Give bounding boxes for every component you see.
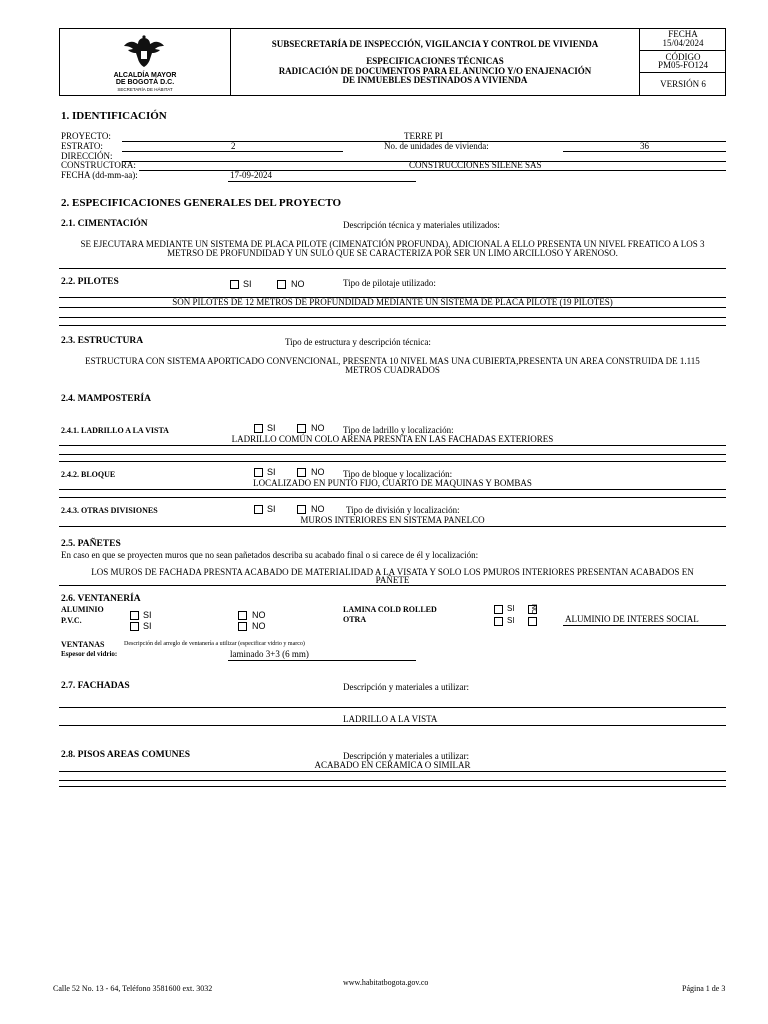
fachadas-desc-label: Descripción y materiales a utilizar: [343, 682, 469, 692]
otras-si-label: SI [267, 504, 276, 514]
footer-page: Página 1 de 3 [682, 984, 726, 993]
ladrillo-value[interactable]: LADRILLO COMÚN COLO ARENA PRESNTA EN LAS FACHADAS EXTERIORES [231, 434, 554, 444]
unidades-label: No. de unidades de vivienda: [384, 141, 489, 151]
bloque-title: 2.4.2. BLOQUE [61, 470, 116, 479]
section-2-title: 2. ESPECIFICACIONES GENERALES DEL PROYECTO [61, 197, 342, 209]
aluminio-label: ALUMINIO [61, 605, 104, 614]
pilotes-value[interactable]: SON PILOTES DE 12 METROS DE PROFUNDIDAD MEDIANTE UN SISTEMA DE PLACA PILOTE (19 PILOTES) [172, 297, 613, 307]
otras-no-checkbox[interactable] [297, 505, 306, 514]
ladrillo-no-label: NO [311, 423, 325, 433]
cimentacion-desc-label: Descripción técnica y materiales utilizados: [343, 220, 500, 230]
pvc-si-label: SI [143, 621, 152, 631]
logo-cell [60, 29, 231, 95]
estructura-line-2[interactable]: METROS CUADRADOS [345, 365, 440, 375]
estructura-desc-label: Tipo de estructura y descripción técnica: [285, 337, 431, 347]
proyecto-value[interactable]: TERRE PI [404, 131, 443, 141]
estructura-title: 2.3. ESTRUCTURA [61, 336, 144, 346]
pvc-label: P.V.C. [61, 616, 82, 625]
pilotes-no-label: NO [291, 279, 305, 289]
cimentacion-line-1[interactable]: SE EJECUTARA MEDIANTE UN SISTEMA DE PLACA PILOTE (CIMENATCIÓN PROFUNDA), ADICIONAL A ELLO PRESENTA UN NIVEL FREATICO A LOS 3 [80, 239, 705, 249]
bogota-coat-of-arms-icon [121, 35, 167, 69]
ventanas-desc: Descripción del arreglo de ventanería a utilizar (especificar vidrio y marco) [124, 641, 305, 647]
fachadas-title: 2.7. FACHADAS [61, 681, 130, 691]
fachadas-value[interactable]: LADRILLO A LA VISTA [343, 714, 438, 724]
panetes-title: 2.5. PAÑETES [61, 539, 121, 549]
otras-value[interactable]: MUROS INTERIORES EN SISTEMA PANELCO [300, 515, 485, 525]
pilotes-si-checkbox[interactable] [230, 280, 239, 289]
estrato-value[interactable]: 2 [231, 141, 236, 151]
mamposteria-title: 2.4. MAMPOSTERÍA [61, 394, 151, 404]
estrato-label: ESTRATO: [61, 141, 103, 151]
pisos-title: 2.8. PISOS AREAS COMUNES [61, 750, 191, 760]
header-meta-cell [639, 29, 726, 95]
pilotes-desc-label: Tipo de pilotaje utilizado: [343, 278, 436, 288]
logo-line-1: ALCALDÍA MAYOR [113, 72, 177, 79]
codigo-label: CÓDIGO [665, 52, 701, 62]
footer-address: Calle 52 No. 13 - 64, Teléfono 3581600 ext. 3032 [53, 984, 213, 993]
lamina-si-checkbox[interactable] [494, 605, 503, 614]
otra-no-checkbox[interactable] [528, 617, 537, 626]
ladrillo-desc-label: Tipo de ladrillo y localización: [343, 425, 454, 435]
otra-value[interactable]: ALUMINIO DE INTERES SOCIAL [565, 614, 699, 624]
header-title-3: RADICACIÓN DE DOCUMENTOS PARA EL ANUNCIO Y/O ENAJENACIÓN [278, 66, 592, 76]
ventanas-label: VENTANAS [61, 640, 105, 649]
estructura-line-1[interactable]: ESTRUCTURA CON SISTEMA APORTICADO CONVENCIONAL, PRESENTA 10 NIVEL MAS UNA CUBIERTA,PRESENTA UN AREA CONSTRUIDA DE 1.115 [85, 356, 700, 366]
header-title-4: DE INMUEBLES DESTINADOS A VIVIENDA [342, 75, 528, 85]
bloque-value[interactable]: LOCALIZADO EN PUNTO FIJO, CUARTO DE MAQUINAS Y BOMBAS [253, 478, 532, 488]
ladrillo-si-label: SI [267, 423, 276, 433]
pilotes-title: 2.2. PILOTES [61, 277, 119, 287]
otras-divisiones-title: 2.4.3. OTRAS DIVISIONES [61, 506, 158, 515]
ventaneria-title: 2.6. VENTANERÍA [61, 594, 141, 604]
cimentacion-line-2[interactable]: METRSO DE PROFUNDIDAD Y UN SULO QUE SE CARACTERIZA POR SER UN LIMO ARCILLOSO Y ARENOSO. [167, 248, 618, 258]
header-title-1: SUBSECRETARÍA DE INSPECCIÓN, VIGILANCIA Y CONTROL DE VIVIENDA [271, 39, 599, 49]
section-1-title: 1. IDENTIFICACIÓN [61, 110, 167, 122]
otra-si-label: SI [507, 616, 515, 625]
ladrillo-title: 2.4.1. LADRILLO A LA VISTA [61, 426, 169, 435]
aluminio-no-checkbox[interactable] [238, 611, 247, 620]
fecha-dd-label: FECHA (dd-mm-aa): [61, 170, 138, 180]
header-title-2: ESPECIFICACIONES TÉCNICAS [366, 56, 504, 66]
bloque-desc-label: Tipo de bloque y localización: [343, 469, 453, 479]
pisos-desc-label: Descripción y materiales a utilizar: [343, 751, 469, 761]
panetes-line-1[interactable]: LOS MUROS DE FACHADA PRESNTA ACABADO DE MATERIALIDAD A LA VISATA Y SOLO LOS PMUROS INTERIORES PRESENTAN ACABADOS EN [91, 567, 694, 577]
pvc-no-label: NO [252, 621, 266, 631]
cimentacion-title: 2.1. CIMENTACIÓN [61, 219, 148, 229]
logo-line-2: DE BOGOTÁ D.C. [115, 79, 175, 86]
codigo-value: PM05-FO124 [657, 60, 708, 70]
otra-label: OTRA [343, 615, 367, 624]
otras-no-label: NO [311, 504, 325, 514]
lamina-label: LAMINA COLD ROLLED [343, 605, 437, 614]
espesor-label: Espesor del vidrio: [61, 650, 118, 658]
bloque-no-label: NO [311, 467, 325, 477]
otras-desc-label: Tipo de división y localización: [346, 505, 460, 515]
bloque-si-label: SI [267, 467, 276, 477]
panetes-line-2[interactable]: PAÑETE [375, 575, 410, 585]
constructora-value[interactable]: CONSTRUCCIONES SILENE SAS [409, 160, 542, 170]
unidades-value[interactable]: 36 [640, 141, 649, 151]
fecha-label: FECHA [668, 29, 698, 39]
footer-web[interactable]: www.habitatbogota.gov.co [343, 978, 429, 987]
document-header [59, 28, 726, 96]
otras-si-checkbox[interactable] [254, 505, 263, 514]
bloque-no-checkbox[interactable] [297, 468, 306, 477]
pilotes-no-checkbox[interactable] [277, 280, 286, 289]
bloque-si-checkbox[interactable] [254, 468, 263, 477]
proyecto-label: PROYECTO: [61, 131, 111, 141]
fecha-dd-value[interactable]: 17-09-2024 [230, 170, 272, 180]
espesor-value[interactable]: laminado 3+3 (6 mm) [230, 649, 309, 659]
logo-line-3: SECRETARÍA DE HÁBITAT [117, 87, 173, 92]
aluminio-no-label: NO [252, 610, 266, 620]
aluminio-si-checkbox[interactable] [130, 611, 139, 620]
ladrillo-si-checkbox[interactable] [254, 424, 263, 433]
aluminio-si-label: SI [143, 610, 152, 620]
fecha-value: 15/04/2024 [662, 38, 704, 48]
panetes-desc-label: En caso en que se proyecten muros que no sean pañetados describa su acabado final o si carece de él y localización: [61, 550, 479, 560]
pvc-si-checkbox[interactable] [130, 622, 139, 631]
version-label: VERSIÓN 6 [660, 79, 706, 89]
lamina-no-label: NO [530, 604, 537, 615]
pvc-no-checkbox[interactable] [238, 622, 247, 631]
pilotes-si-label: SI [243, 279, 252, 289]
otra-si-checkbox[interactable] [494, 617, 503, 626]
ladrillo-no-checkbox[interactable] [297, 424, 306, 433]
constructora-label: CONSTRUCTORA: [61, 160, 136, 170]
direccion-label: DIRECCIÓN: [61, 151, 113, 161]
lamina-si-label: SI [507, 604, 515, 613]
pisos-value[interactable]: ACABADO EN CERAMICA O SIMILAR [314, 760, 471, 770]
